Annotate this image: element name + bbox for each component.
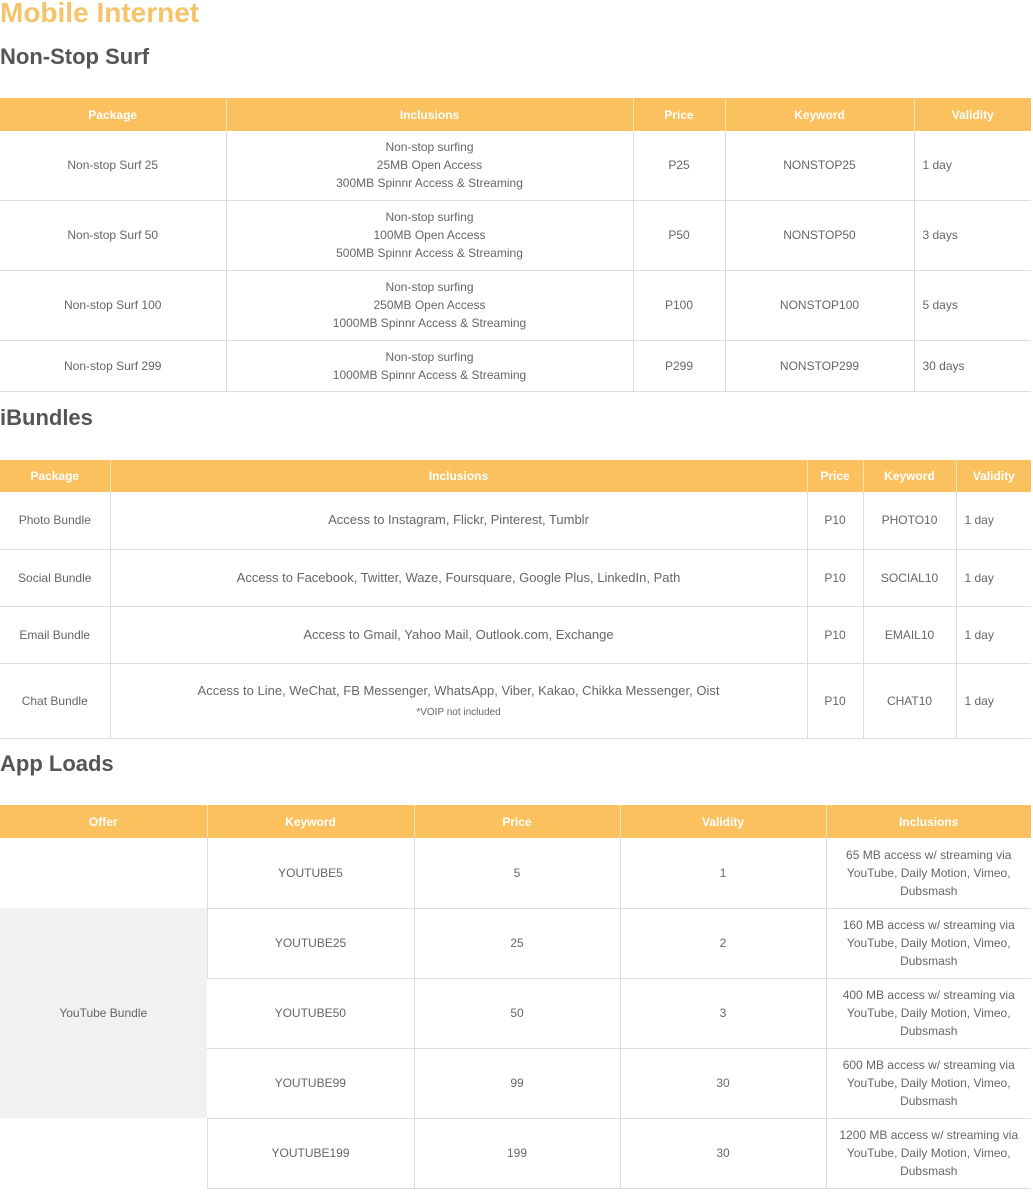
- inclusion-line: Dubsmash: [900, 883, 958, 898]
- nonstop-table: [0, 98, 1031, 392]
- inclusions-cell: [826, 978, 1031, 1048]
- validity-cell: 1 day: [956, 549, 1031, 606]
- nonstop-section-title: Non-Stop Surf: [0, 44, 150, 69]
- inclusion-line: YouTube, Daily Motion, Vimeo,: [846, 1006, 1011, 1020]
- inclusions-cell: [226, 200, 633, 270]
- validity-cell: 1 day: [956, 606, 1031, 663]
- inclusions-cell: [826, 908, 1031, 978]
- col-header-price: Price: [414, 805, 620, 838]
- validity-cell: 2: [620, 908, 826, 978]
- inclusion-line: Non-stop surfing: [385, 140, 474, 155]
- apploads-table: [0, 805, 1031, 1189]
- table-row: [0, 131, 1031, 200]
- price-cell: P100: [633, 270, 725, 340]
- table-row: [0, 606, 1031, 663]
- keyword-cell: YOUTUBE199: [207, 1118, 414, 1188]
- inclusion-line: 25MB Open Access: [376, 158, 483, 173]
- price-cell: P10: [807, 549, 863, 606]
- table-row: [0, 838, 1031, 908]
- ibundles-section-title: iBundles: [0, 405, 93, 430]
- inclusions-cell: [826, 838, 1031, 908]
- validity-cell: 30 days: [914, 340, 1031, 391]
- price-cell: 99: [414, 1048, 620, 1118]
- package-cell: Non-stop Surf 50: [0, 200, 226, 270]
- inclusion-line: YouTube, Daily Motion, Vimeo,: [846, 936, 1011, 950]
- table-row: [0, 908, 1031, 978]
- col-header-keyword: Keyword: [725, 98, 914, 131]
- inclusion-line: 400 MB access w/ streaming via: [842, 988, 1015, 1002]
- validity-cell: 3: [620, 978, 826, 1048]
- nonstop-header-row: [0, 98, 1031, 131]
- inclusions-cell: [226, 131, 633, 200]
- inclusions-text: Access to Line, WeChat, FB Messenger, WhatsApp, Viber, Kakao, Chikka Messenger, Oist: [197, 682, 720, 698]
- keyword-cell: YOUTUBE5: [207, 838, 414, 908]
- inclusion-line: Dubsmash: [900, 1024, 958, 1038]
- validity-cell: 30: [620, 1118, 826, 1188]
- col-header-price: Price: [807, 460, 863, 492]
- inclusions-cell: [826, 1118, 1031, 1188]
- price-cell: 25: [414, 908, 620, 978]
- col-header-inclusions: Inclusions: [110, 460, 807, 492]
- validity-cell: 5 days: [914, 270, 1031, 340]
- apploads-header-row: [0, 805, 1031, 838]
- col-header-keyword: Keyword: [863, 460, 956, 492]
- validity-cell: 30: [620, 1048, 826, 1118]
- inclusion-line: 250MB Open Access: [373, 298, 486, 312]
- package-cell: Non-stop Surf 100: [0, 270, 226, 340]
- price-cell: P50: [633, 200, 725, 270]
- inclusion-line: 1200 MB access w/ streaming via: [839, 1128, 1019, 1142]
- inclusion-line: 160 MB access w/ streaming via: [842, 918, 1015, 932]
- price-cell: P10: [807, 663, 863, 738]
- inclusions-cell: [226, 270, 633, 340]
- inclusion-line: Dubsmash: [900, 1094, 958, 1108]
- col-header-validity: Validity: [620, 805, 826, 838]
- price-cell: P299: [633, 340, 725, 391]
- keyword-cell: YOUTUBE99: [207, 1048, 414, 1118]
- keyword-cell: NONSTOP25: [725, 131, 914, 200]
- inclusion-line: Dubsmash: [900, 1164, 958, 1178]
- keyword-cell: PHOTO10: [863, 492, 956, 549]
- validity-cell: 1: [620, 838, 826, 908]
- inclusion-line: Dubsmash: [900, 954, 958, 968]
- package-cell: Email Bundle: [0, 606, 110, 663]
- price-cell: 5: [414, 838, 620, 908]
- col-header-validity: Validity: [914, 98, 1031, 131]
- table-row: [0, 340, 1031, 391]
- validity-cell: 1 day: [956, 492, 1031, 549]
- package-cell: Social Bundle: [0, 549, 110, 606]
- table-row: [0, 270, 1031, 340]
- inclusion-line: 1000MB Spinnr Access & Streaming: [332, 367, 527, 382]
- col-header-offer: Offer: [0, 805, 207, 838]
- col-header-inclusions: Inclusions: [226, 98, 633, 131]
- col-header-package: Package: [0, 460, 110, 492]
- table-row: [0, 1118, 1031, 1188]
- price-cell: P10: [807, 492, 863, 549]
- validity-cell: 3 days: [914, 200, 1031, 270]
- validity-cell: 1 day: [956, 663, 1031, 738]
- inclusion-line: YouTube, Daily Motion, Vimeo,: [846, 1146, 1011, 1160]
- validity-cell: 1 day: [914, 131, 1031, 200]
- keyword-cell: EMAIL10: [863, 606, 956, 663]
- inclusion-line: Non-stop surfing: [385, 280, 474, 294]
- ibundles-header-row: [0, 460, 1031, 492]
- col-header-validity: Validity: [956, 460, 1031, 492]
- price-cell: 50: [414, 978, 620, 1048]
- ibundles-table: [0, 460, 1031, 739]
- inclusion-line: 600 MB access w/ streaming via: [842, 1058, 1015, 1072]
- col-header-inclusions: Inclusions: [826, 805, 1031, 838]
- offer-cell: YouTube Bundle: [0, 908, 207, 1118]
- inclusions-cell: Access to Facebook, Twitter, Waze, Foursquare, Google Plus, LinkedIn, Path: [110, 549, 807, 606]
- inclusions-cell: [826, 1048, 1031, 1118]
- keyword-cell: YOUTUBE50: [207, 978, 414, 1048]
- col-header-keyword: Keyword: [207, 805, 414, 838]
- page-title: Mobile Internet: [0, 0, 200, 28]
- keyword-cell: NONSTOP299: [725, 340, 914, 391]
- inclusion-line: Non-stop surfing: [385, 210, 474, 224]
- offer-cell-empty: [0, 1118, 207, 1188]
- keyword-cell: NONSTOP50: [725, 200, 914, 270]
- keyword-cell: SOCIAL10: [863, 549, 956, 606]
- package-cell: Non-stop Surf 25: [0, 131, 226, 200]
- inclusion-line: 500MB Spinnr Access & Streaming: [336, 246, 523, 260]
- inclusions-cell: Access to Gmail, Yahoo Mail, Outlook.com, Exchange: [110, 606, 807, 663]
- inclusions-cell: Access to Instagram, Flickr, Pinterest, Tumblr: [110, 492, 807, 549]
- table-row: [0, 549, 1031, 606]
- keyword-cell: NONSTOP100: [725, 270, 914, 340]
- inclusions-cell: [226, 340, 633, 391]
- inclusion-line: 100MB Open Access: [373, 228, 486, 242]
- keyword-cell: YOUTUBE25: [207, 908, 414, 978]
- offer-cell-empty: [0, 838, 207, 908]
- inclusion-line: 65 MB access w/ streaming via: [846, 847, 1012, 862]
- package-cell: Chat Bundle: [0, 663, 110, 738]
- col-header-package: Package: [0, 98, 226, 131]
- inclusion-line: YouTube, Daily Motion, Vimeo,: [846, 865, 1011, 880]
- table-row: [0, 200, 1031, 270]
- apploads-section-title: App Loads: [0, 751, 114, 776]
- package-cell: Non-stop Surf 299: [0, 340, 226, 391]
- package-cell: Photo Bundle: [0, 492, 110, 549]
- col-header-price: Price: [633, 98, 725, 131]
- price-cell: P25: [633, 131, 725, 200]
- inclusion-line: Non-stop surfing: [385, 349, 474, 364]
- voip-note: *VOIP not included: [416, 706, 501, 718]
- inclusions-cell: [110, 663, 807, 738]
- table-row: [0, 492, 1031, 549]
- inclusion-line: 1000MB Spinnr Access & Streaming: [332, 316, 527, 330]
- price-cell: 199: [414, 1118, 620, 1188]
- price-cell: P10: [807, 606, 863, 663]
- keyword-cell: CHAT10: [863, 663, 956, 738]
- inclusion-line: 300MB Spinnr Access & Streaming: [336, 176, 523, 191]
- inclusion-line: YouTube, Daily Motion, Vimeo,: [846, 1076, 1011, 1090]
- table-row: [0, 663, 1031, 738]
